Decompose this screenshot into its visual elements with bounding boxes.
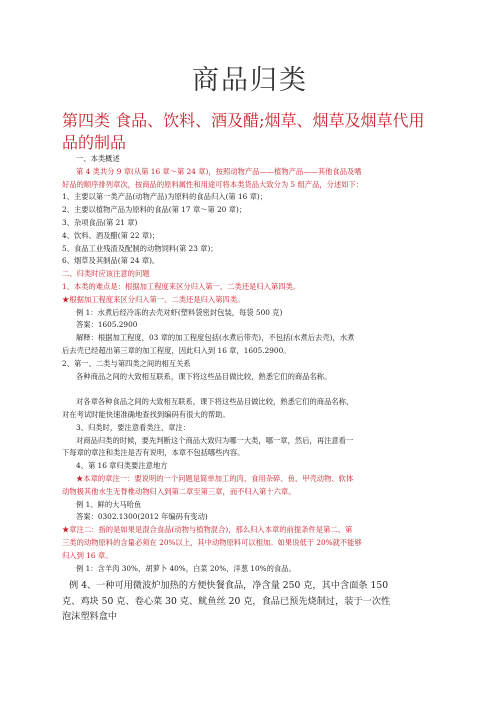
text-line: 例 1：含羊肉 30%，胡萝卜 40%，白菜 20%，洋葱 10%的食品。 <box>76 563 296 573</box>
text-line: 2、主要以植物产品为原料的食品(第 17 章～第 20 章)； <box>62 205 247 215</box>
body-text <box>62 153 438 575</box>
text-line: 对各章各种食品之间的大致相互联系，课下将这些品目做比较，熟悉它们的商品名称， <box>76 397 354 407</box>
text-line: 第 4 类共分 9 章(从第 16 章～第 24 章)，按照动物产品——植物产品——其他食品及嗜 <box>76 166 362 176</box>
section-heading: 第四类 食品、饮料、酒及醋;烟草、烟草及烟草代用品的制品 <box>62 111 425 152</box>
text-line: 好品的顺序排列章次，按商品的原料属性和用途可将本类货品大致分为 5 组产品，分述如下： <box>62 179 364 189</box>
text-line: 动物极其他水生无脊椎动物归入到第二章至第三章，而不归入第十六章。 <box>62 486 296 496</box>
example-4-text <box>62 578 438 625</box>
text-line: 后去壳已经超出第三章的加工程度，因此归入到 16 章，1605.2900。 <box>62 345 291 355</box>
text-line: 答案：1605.2900 <box>76 320 138 330</box>
text-line: 例 4、一种可用微波炉加热的方便快餐食品，净含量 250 克，其中含面条 150 <box>69 580 389 591</box>
text-line: 下每章的章注和类注是否有说明，本章不包括哪些内容。 <box>62 448 245 458</box>
text-line: 1、本类的难点是：根据加工程度来区分归入第一、二类还是归入第四类。 <box>62 281 301 291</box>
text-line: 3、杂项食品(第 21 章) <box>62 217 138 227</box>
text-line: 克、鸡块 50 克、卷心菜 30 克、鱿鱼丝 20 克，食品已预先烧制过，装于一次性 <box>62 595 391 607</box>
text-line: 5、食品工业残渣及配制的动物饲料(第 23 章)； <box>62 243 218 253</box>
text-line: ★根据加工程度来区分归入第一、二类还是归入第四类。 <box>62 294 245 304</box>
text-line: ★本章的章注一：要说明的一个问题是简单加工的肉、食用杂碎、鱼、甲壳动物、软体 <box>76 473 354 483</box>
text-line: 例 1：水煮后经冷冻的去壳对虾(塑料袋密封包装，每袋 500 克) <box>76 307 283 317</box>
text-line: 归入到 16 章。 <box>62 550 113 560</box>
page-title: 商品归类 <box>192 65 308 96</box>
text-line: 3、归类时，要注意看类注、章注： <box>76 422 191 432</box>
text-line: 4、饮料、酒及醋(第 22 章)； <box>62 230 160 240</box>
text-line <box>62 383 438 396</box>
text-line: 对商品归类的时候，要先判断这个商品大致归为哪一大类，哪一章，然后，再注意看一 <box>76 435 354 445</box>
text-line: 解释：根据加工程度，03 章的加工程度包括(水煮后带壳)，不包括(水煮后去壳)，水煮 <box>76 333 355 343</box>
text-line: 1、主要以第一类产品(动物产品)为原料的食品归入(第 16 章)； <box>62 192 268 202</box>
text-line: 答案：0302.1300(2012 年编码有变动) <box>76 512 208 522</box>
text-line: 泡沫塑料盒中 <box>62 611 118 622</box>
text-line: 例 1、鲜的大马哈鱼 <box>76 499 142 509</box>
text-line: ★章注二：指的是如果是混合食品(动物与植物混合)，那么归入本章的前提条件是第二、第 <box>62 525 353 535</box>
text-line: 对在考试时能快速准确地查找到编码有很大的帮助。 <box>62 409 230 419</box>
text-line: 三类的动物原料的含量必须在 20%以上，其中动物原料可以相加。如果说低于 20%就不能够 <box>62 537 362 547</box>
text-line: 4、第 16 章归类要注意地方 <box>76 461 168 471</box>
text-line: 各种商品之间的大致相互联系，课下将这些品目做比较，熟悉它们的商品名称。 <box>76 371 332 381</box>
text-line: 2、第一、二类与第四类之间的相互关系 <box>62 358 191 368</box>
text-line: 二、归类时应该注意的问题 <box>62 269 150 279</box>
text-line: 6、烟草及其制品(第 24 章)。 <box>62 256 160 266</box>
text-line: 一、本类概述 <box>76 154 120 163</box>
